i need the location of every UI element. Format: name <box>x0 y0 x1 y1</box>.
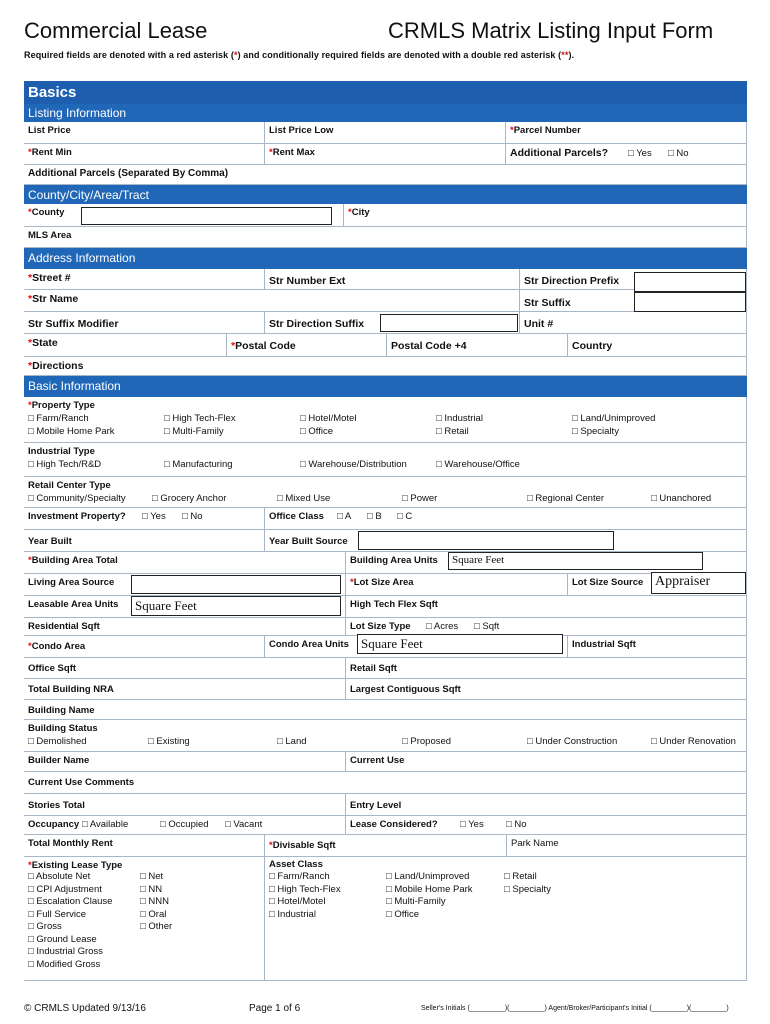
lease-considered-no[interactable]: □ No <box>506 819 527 830</box>
retail-mixed-use[interactable]: □ Mixed Use <box>277 493 331 504</box>
largest-contiguous-sqft-field[interactable]: Largest Contiguous Sqft <box>346 679 747 700</box>
form-title-left: Commercial Lease <box>24 18 208 43</box>
year-built-field[interactable]: Year Built <box>24 530 265 552</box>
list-price-low-field[interactable]: List Price Low <box>265 122 506 144</box>
retail-unanchored[interactable]: □ Unanchored <box>651 493 712 504</box>
county-input[interactable] <box>81 207 332 225</box>
required-note: Required fields are denoted with a red asterisk (*) and conditionally required fields are denoted with a double red asterisk (**). <box>24 50 575 60</box>
asset-office[interactable]: □ Office <box>386 908 420 920</box>
str-direction-prefix-input[interactable] <box>634 272 746 292</box>
lease-full-service[interactable]: □ Full Service <box>28 908 87 920</box>
asset-retail[interactable]: □ Retail <box>504 871 537 882</box>
str-suffix-field: Str Suffix <box>520 290 747 312</box>
status-existing[interactable]: □ Existing <box>148 736 190 747</box>
year-built-source-field: Year Built Source <box>265 530 747 552</box>
current-use-field[interactable]: Current Use <box>346 752 747 772</box>
additional-parcels-question: Additional Parcels? □ Yes □ No <box>506 144 747 165</box>
condo-area-units-field: Condo Area Units <box>265 636 568 658</box>
section-county: County/City/Area/Tract <box>24 185 747 204</box>
asset-multi-family[interactable]: □ Multi-Family <box>386 896 446 907</box>
prop-industrial[interactable]: □ Industrial <box>436 413 483 424</box>
asset-industrial[interactable]: □ Industrial <box>269 908 316 920</box>
divisible-sqft-field[interactable]: *Divisable Sqft <box>265 835 507 857</box>
parcel-number-field[interactable]: *Parcel Number <box>506 122 747 144</box>
section-basics: Basics <box>24 81 747 104</box>
prop-land-unimproved[interactable]: □ Land/Unimproved <box>572 413 656 424</box>
building-name-field[interactable]: Building Name <box>24 700 747 720</box>
form-title-right: CRMLS Matrix Listing Input Form <box>388 18 714 43</box>
retail-grocery-anchor[interactable]: □ Grocery Anchor <box>152 493 227 504</box>
ind-warehouse-distribution[interactable]: □ Warehouse/Distribution <box>300 459 407 470</box>
ind-high-tech[interactable]: □ High Tech/R&D <box>28 459 102 470</box>
occupancy-vacant[interactable]: □ Vacant <box>225 819 263 830</box>
str-direction-prefix-field: Str Direction Prefix <box>520 269 747 290</box>
asset-mobile-home-park[interactable]: □ Mobile Home Park <box>386 883 473 895</box>
prop-high-tech-flex[interactable]: □ High Tech-Flex <box>164 413 236 424</box>
asset-hotel-motel[interactable]: □ Hotel/Motel <box>269 896 326 907</box>
living-area-source-field: Living Area Source <box>24 574 346 596</box>
office-sqft-field[interactable]: Office Sqft <box>24 658 346 679</box>
lease-modified-gross[interactable]: □ Modified Gross <box>28 958 101 970</box>
lease-cpi-adjustment[interactable]: □ CPI Adjustment <box>28 883 102 895</box>
lease-oral[interactable]: □ Oral <box>140 908 167 920</box>
asset-specialty[interactable]: □ Specialty <box>504 883 551 895</box>
building-area-units-field: Building Area Units <box>346 552 747 574</box>
retail-sqft-field[interactable]: Retail Sqft <box>346 658 747 679</box>
lot-size-area-field[interactable]: *Lot Size Area <box>346 574 568 596</box>
add-parcels-yes[interactable]: □ Yes <box>628 148 652 159</box>
footer-initials: Seller's Initials (_________)(_________) Agent/Broker/Participant's Initial (_________)(_________) <box>421 1005 729 1012</box>
retail-community[interactable]: □ Community/Specialty <box>28 493 126 504</box>
lease-absolute-net[interactable]: □ Absolute Net <box>28 871 91 882</box>
residential-sqft-field[interactable]: Residential Sqft <box>24 618 346 636</box>
directions-field[interactable]: *Directions <box>24 357 747 376</box>
living-area-source-input[interactable] <box>131 575 341 594</box>
str-name-field[interactable]: *Str Name <box>24 290 520 312</box>
lease-other[interactable]: □ Other <box>140 921 173 932</box>
asset-land-unimproved[interactable]: □ Land/Unimproved <box>386 871 470 882</box>
county-field: *County <box>24 204 344 227</box>
total-building-nra-field[interactable]: Total Building NRA <box>24 679 346 700</box>
prop-hotel-motel[interactable]: □ Hotel/Motel <box>300 413 357 424</box>
status-proposed[interactable]: □ Proposed <box>402 736 452 747</box>
additional-parcels-field[interactable]: Additional Parcels (Separated By Comma) <box>24 165 747 185</box>
postal-code-4-field[interactable]: Postal Code +4 <box>387 334 568 357</box>
lease-industrial-gross[interactable]: □ Industrial Gross <box>28 946 103 957</box>
retail-power[interactable]: □ Power <box>402 493 438 504</box>
section-listing-info: Listing Information <box>24 104 747 122</box>
add-parcels-no[interactable]: □ No <box>668 148 689 159</box>
lot-size-source-input[interactable]: Appraiser <box>651 572 746 594</box>
ind-manufacturing[interactable]: □ Manufacturing <box>164 459 233 470</box>
builder-name-field[interactable]: Builder Name <box>24 752 346 772</box>
status-under-construction[interactable]: □ Under Construction <box>527 736 618 747</box>
property-type-field: *Property Type <box>24 397 747 443</box>
office-class-b[interactable]: □ B <box>367 511 382 522</box>
building-status-field: Building Status <box>24 720 747 752</box>
mls-area-field[interactable]: MLS Area <box>24 227 747 248</box>
lease-nn[interactable]: □ NN <box>140 883 163 895</box>
section-address: Address Information <box>24 248 747 269</box>
lease-escalation-clause[interactable]: □ Escalation Clause <box>28 896 113 907</box>
prop-office[interactable]: □ Office <box>300 425 334 437</box>
asset-farm-ranch[interactable]: □ Farm/Ranch <box>269 871 330 882</box>
list-price-field[interactable]: List Price <box>24 122 265 144</box>
postal-code-field[interactable]: *Postal Code <box>227 334 387 357</box>
state-field[interactable]: *State <box>24 334 227 357</box>
industrial-type-field: Industrial Type <box>24 443 747 477</box>
str-direction-suffix-input[interactable] <box>380 314 518 332</box>
industrial-sqft-field[interactable]: Industrial Sqft <box>568 636 747 658</box>
building-area-total-field[interactable]: *Building Area Total <box>24 552 346 574</box>
lease-considered-field: Lease Considered? □ Yes □ No <box>346 816 747 835</box>
retail-regional-center[interactable]: □ Regional Center <box>527 493 605 504</box>
status-demolished[interactable]: □ Demolished <box>28 736 87 747</box>
park-name-field[interactable]: Park Name <box>507 835 747 857</box>
city-field[interactable]: *City <box>344 204 747 227</box>
condo-area-units-input[interactable]: Square Feet <box>357 634 563 654</box>
status-land[interactable]: □ Land <box>277 736 307 747</box>
footer-page-number: Page 1 of 6 <box>249 1003 301 1014</box>
section-basic-info: Basic Information <box>24 376 747 397</box>
lease-gross[interactable]: □ Gross <box>28 921 62 932</box>
prop-specialty[interactable]: □ Specialty <box>572 425 619 437</box>
lease-net[interactable]: □ Net <box>140 871 164 882</box>
retail-center-type-field: Retail Center Type <box>24 477 747 508</box>
occupancy-occupied[interactable]: □ Occupied <box>160 819 209 830</box>
lease-nnn[interactable]: □ NNN <box>140 896 169 907</box>
rent-max-field[interactable]: *Rent Max <box>265 144 506 165</box>
current-use-comments-field[interactable]: Current Use Comments <box>24 772 747 794</box>
office-class-field: Office Class □ A □ B □ C <box>265 508 747 530</box>
lot-type-sqft[interactable]: □ Sqft <box>474 621 500 632</box>
invest-yes[interactable]: □ Yes <box>142 511 166 522</box>
str-number-ext-field[interactable]: Str Number Ext <box>265 269 520 290</box>
stories-total-field[interactable]: Stories Total <box>24 794 346 816</box>
str-suffix-modifier-field[interactable]: Str Suffix Modifier <box>24 312 265 334</box>
office-class-a[interactable]: □ A <box>337 511 352 522</box>
existing-lease-type-field: *Existing Lease Type <box>24 857 265 981</box>
prop-retail[interactable]: □ Retail <box>436 425 469 437</box>
investment-property-field: Investment Property? □ Yes □ No <box>24 508 265 530</box>
street-number-field[interactable]: *Street # <box>24 269 265 290</box>
lot-type-acres[interactable]: □ Acres <box>426 621 459 632</box>
occupancy-field: Occupancy □ Available □ Occupied □ Vacant <box>24 816 346 835</box>
asset-class-field: Asset Class <box>265 857 747 981</box>
high-tech-flex-sqft-field[interactable]: High Tech Flex Sqft <box>346 596 747 618</box>
prop-farm-ranch[interactable]: □ Farm/Ranch <box>28 413 89 424</box>
str-direction-suffix-field: Str Direction Suffix <box>265 312 520 334</box>
country-field[interactable]: Country <box>568 334 747 357</box>
year-built-source-input[interactable] <box>358 531 614 550</box>
total-monthly-rent-field[interactable]: Total Monthly Rent <box>24 835 265 857</box>
rent-min-field[interactable]: *Rent Min <box>24 144 265 165</box>
unit-number-field[interactable]: Unit # <box>520 312 747 334</box>
prop-multi-family[interactable]: □ Multi-Family <box>164 425 224 437</box>
entry-level-field[interactable]: Entry Level <box>346 794 747 816</box>
leasable-area-units-field: Leasable Area Units <box>24 596 346 618</box>
asset-high-tech-flex[interactable]: □ High Tech-Flex <box>269 883 341 895</box>
office-class-c[interactable]: □ C <box>397 511 413 522</box>
str-suffix-input[interactable] <box>634 292 746 312</box>
status-under-renovation[interactable]: □ Under Renovation <box>651 736 736 747</box>
condo-area-field[interactable]: *Condo Area <box>24 636 265 658</box>
lot-size-type-field: Lot Size Type □ Acres □ Sqft <box>346 618 747 636</box>
invest-no[interactable]: □ No <box>182 511 203 522</box>
occupancy-available[interactable]: □ Available <box>82 819 129 830</box>
lease-ground-lease[interactable]: □ Ground Lease <box>28 933 97 945</box>
footer-copyright: © CRMLS Updated 9/13/16 <box>24 1003 146 1014</box>
lot-size-source-field: Lot Size Source <box>568 574 747 596</box>
lease-considered-yes[interactable]: □ Yes <box>460 819 484 830</box>
ind-warehouse-office[interactable]: □ Warehouse/Office <box>436 459 520 470</box>
prop-mobile-home-park[interactable]: □ Mobile Home Park <box>28 425 115 437</box>
building-area-units-input[interactable]: Square Feet <box>448 552 703 570</box>
leasable-area-units-input[interactable]: Square Feet <box>131 596 341 616</box>
